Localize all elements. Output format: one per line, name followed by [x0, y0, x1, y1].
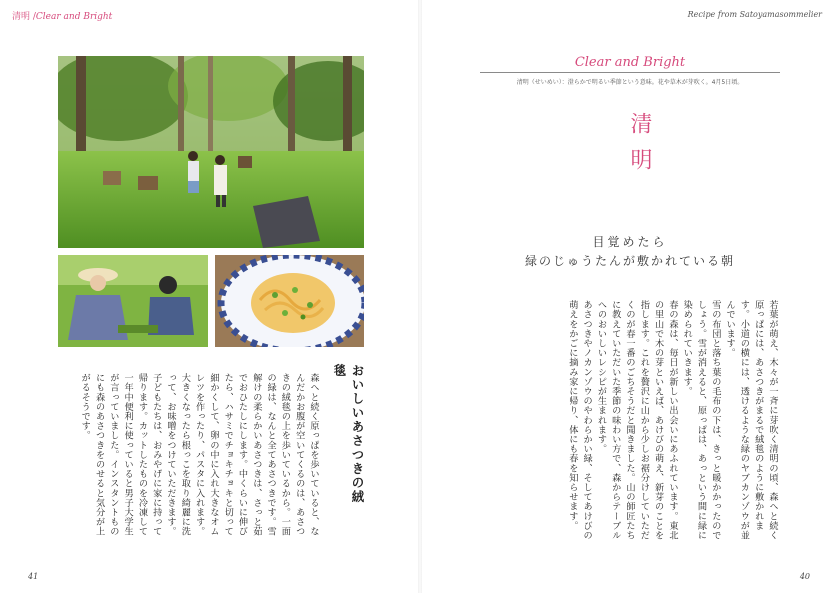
header-jp-title: 清明 [12, 12, 31, 22]
page-number-left: 41 [28, 572, 39, 581]
tagline-line-2: 緑のじゅうたんが敷かれている朝 [524, 254, 735, 268]
forest-meadow-photo [58, 56, 364, 248]
asatsuki-pasta-photo [215, 255, 364, 347]
left-running-header: 清明 /Clear and Bright [12, 12, 113, 22]
left-section-title: おいしいあさつきの絨毯 [332, 364, 365, 504]
page-gutter [418, 0, 422, 593]
children-picking-photo [58, 255, 208, 347]
right-running-header: Recipe from Satoyamasommelier [687, 10, 822, 19]
right-page-body [495, 300, 779, 540]
body-paragraph: あさつきやノカンゾウのやわらかい緑、そしてあけびの萌えをかごに摘み家に帰り、体にも春を知らせます。 [566, 300, 593, 540]
body-paragraph: 春の森は、毎日が新しい出会いにあふれています。東北の里山で木の芽といえば、あけびの萌え、新芽のことを指します。これを贅沢に山から少しお裾分けしていただくのが春一番のごちそうだと聞きました。山の師匠たちに教えていただいた季節の味わい方で、森からテーブルへのおいしいレシピが生まれます。 [595, 300, 678, 540]
tagline-line-1: 目覚めたら [592, 235, 668, 249]
body-paragraph: 森へと続く原っぱを歩いていると、なんだかお腹が空いてくるのは、あさつきの絨毯の上を歩いているから。一面の緑は、なんと全てあさつきです。雪解けの柔らかいあさつきは、さっと茹でおひたしにします。中くらいに伸びたら、ハサミでチョキチョキと切って細かくして、卵の中に入れ大きなオムレツを作ったり、パスタに入れます。大きくなったら根っこを取り綺麗に洗って、お味噌をつけていただきます。 [165, 373, 319, 537]
header-en-title: Clear and Bright [35, 12, 113, 22]
page-number-right: 40 [799, 572, 810, 581]
en-section-title: Clear and Bright [574, 55, 686, 70]
sekki-note: 清明（せいめい）：澄らかで明るい季節という意味。花や草木が芽吹く。4月5日頃。 [516, 79, 744, 86]
title-divider [480, 72, 780, 73]
body-paragraph: 雪の布団と落ち葉の毛布の下は、きっと暖かかったのでしょう。雪が消えると、原っぱは、あっという間に緑に染められていきます。 [681, 300, 721, 540]
left-page-body [62, 373, 320, 545]
body-paragraph: 子どもたちは、おみやげに家に持って帰ります。カットしたものを冷凍して一年中便利に使っていると男子大学生が言っていました。インスタントものにも森のあさつきをのせると気分が上がるそうです。 [79, 373, 162, 537]
body-paragraph: 若葉が萌え、木々が一斉に芽吹く清明の頃、森へと続く原っぱには、あさつきがまるで絨毯のように敷かれます。小道の横には、透けるような緑のヤブカンゾウが並んでいます。 [724, 300, 778, 540]
kanji-title: 清明 [627, 112, 652, 184]
